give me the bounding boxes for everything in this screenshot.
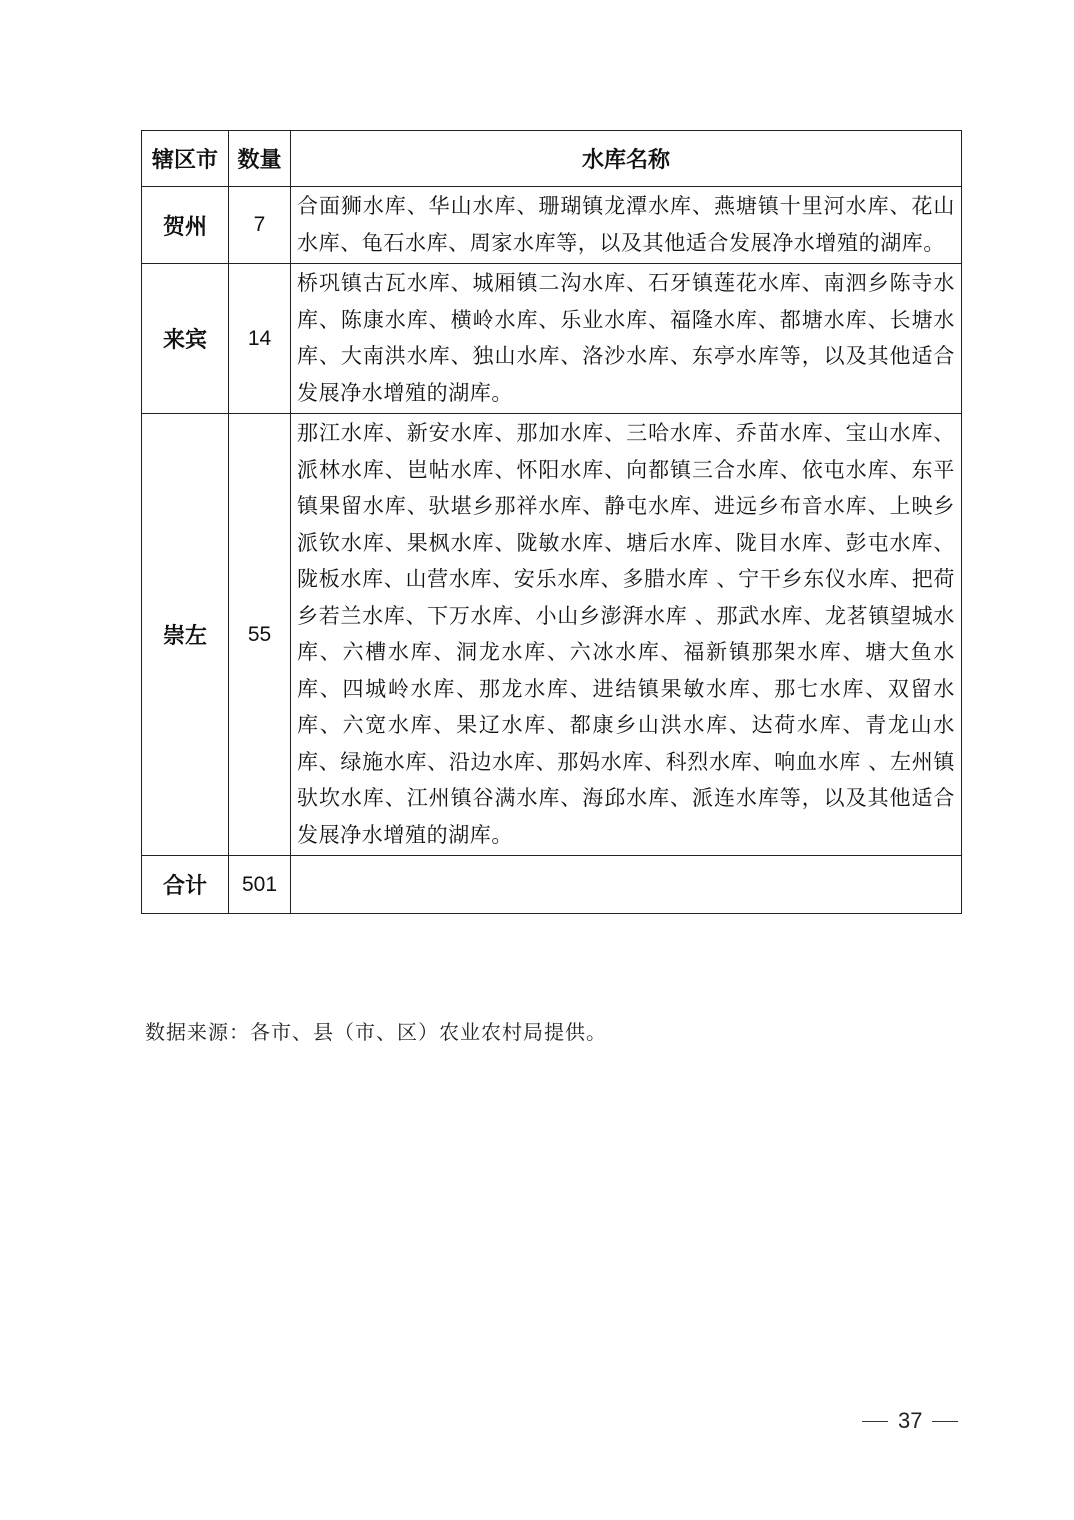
total-label: 合计 (142, 856, 229, 914)
table-row-chongzuo (142, 414, 962, 856)
page-number: 37 (898, 1408, 923, 1433)
region-cell: 贺州 (142, 187, 229, 264)
page-footer (862, 1408, 958, 1434)
region-cell: 来宾 (142, 264, 229, 414)
reservoir-table-container (141, 130, 961, 914)
header-count: 数量 (229, 131, 291, 187)
count-cell: 14 (229, 264, 291, 414)
names-cell: 桥巩镇古瓦水库、城厢镇二沟水库、石牙镇莲花水库、南泗乡陈寺水库、陈康水库、横岭水库、乐业水库、福隆水库、都塘水库、长塘水库、大南洪水库、独山水库、洛沙水库、东亭水库等，以及其他适合发展净水增殖的湖库。 (291, 264, 962, 414)
table-row-total (142, 856, 962, 914)
names-cell: 合面狮水库、华山水库、珊瑚镇龙潭水库、燕塘镇十里河水库、花山水库、龟石水库、周家水库等，以及其他适合发展净水增殖的湖库。 (291, 187, 962, 264)
reservoir-table (141, 130, 962, 914)
left-dash (862, 1421, 888, 1422)
table-header-row (142, 131, 962, 187)
total-count: 501 (229, 856, 291, 914)
right-dash (932, 1421, 958, 1422)
region-cell: 崇左 (142, 414, 229, 856)
table-row-hezhou (142, 187, 962, 264)
count-cell: 7 (229, 187, 291, 264)
names-cell: 那江水库、新安水库、那加水库、三哈水库、乔苗水库、宝山水库、派林水库、岜帖水库、怀阳水库、向都镇三合水库、依屯水库、东平镇果留水库、驮堪乡那祥水库、静屯水库、进远乡布音水库、上映乡派钦水库、果枫水库、陇敏水库、塘后水库、陇目水库、彭屯水库、陇板水库、山营水库、安乐水库、多腊水库 、宁干乡东仪水库、把荷乡若兰水库、下万水库、小山乡澎湃水库 、那武水库、龙茗镇望城水库、六槽水库、洞龙水库、六冰水库、福新镇那架水库、塘大鱼水库、四城岭水库、那龙水库、进结镇果敏水库、那七水库、双留水库、六宽水库、果辽水库、都康乡山洪水库、达荷水库、青龙山水库、绿施水库、沿边水库、那妈水库、科烈水库、响血水库 、左州镇驮坎水库、江州镇谷满水库、海邱水库、派连水库等，以及其他适合发展净水增殖的湖库。 (291, 414, 962, 856)
count-cell: 55 (229, 414, 291, 856)
total-names (291, 856, 962, 914)
header-names: 水库名称 (291, 131, 962, 187)
header-region: 辖区市 (142, 131, 229, 187)
table-row-laibin (142, 264, 962, 414)
source-note: 数据来源：各市、县（市、区）农业农村局提供。 (145, 1020, 607, 1044)
